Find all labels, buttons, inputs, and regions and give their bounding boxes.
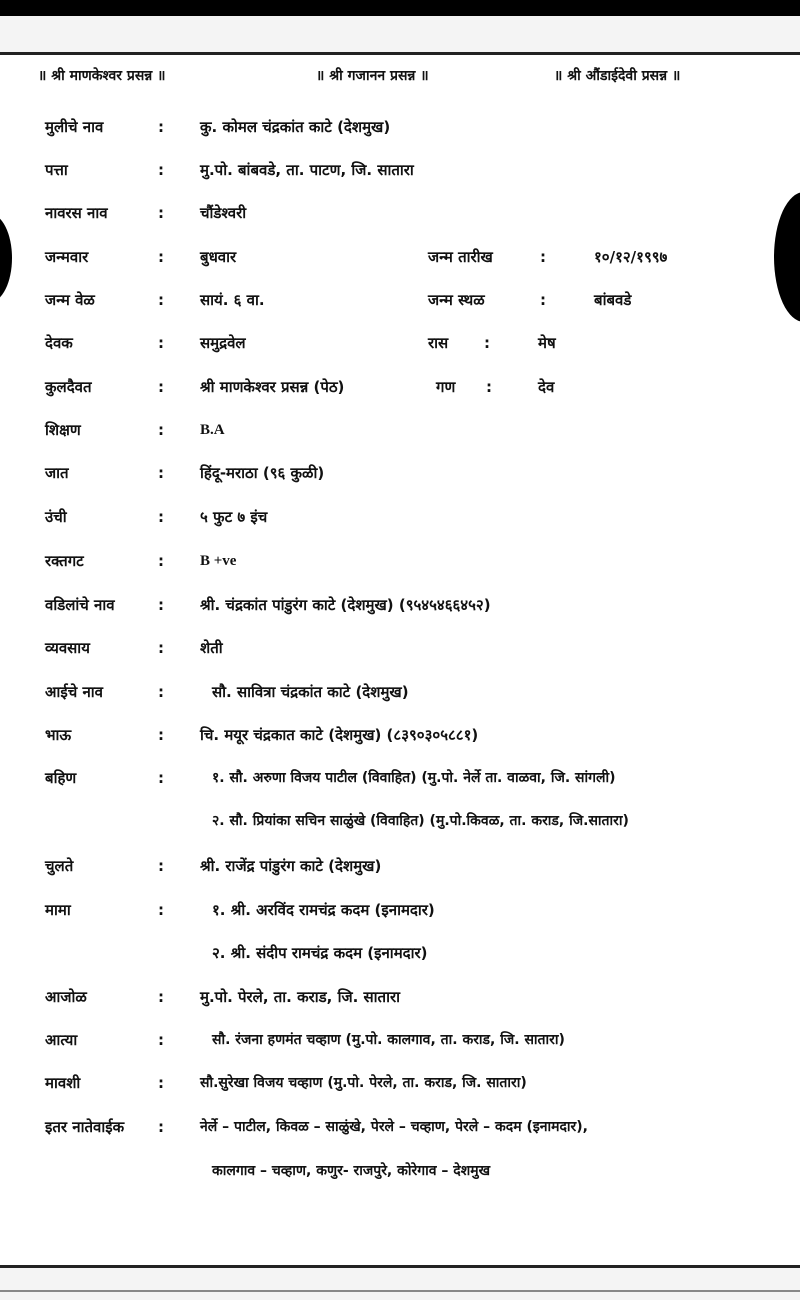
colon: : — [158, 204, 164, 222]
label-mavshi: मावशी — [45, 1074, 81, 1092]
label-caste: जात — [45, 464, 69, 482]
colon: : — [158, 552, 164, 570]
value-mama-1: १. श्री. अरविंद रामचंद्र कदम (इनामदार) — [212, 901, 435, 919]
row-occupation — [0, 633, 800, 663]
value-name: कु. कोमल चंद्रकांत काटे (देशमुख) — [200, 118, 391, 136]
value-nickname: चौंडेश्वरी — [200, 204, 247, 222]
value-birthtime: सायं. ६ वा. — [200, 291, 265, 309]
label-father: वडिलांचे नाव — [45, 596, 115, 614]
label-mama: मामा — [45, 901, 71, 919]
label-birthplace: जन्म स्थळ — [428, 291, 485, 309]
row-father — [0, 590, 800, 620]
bottom-divider — [0, 1290, 800, 1292]
colon: : — [158, 334, 164, 352]
colon: : — [158, 901, 164, 919]
colon: : — [158, 988, 164, 1006]
label-rashi: रास — [428, 334, 449, 352]
value-caste: हिंदू-मराठा (९६ कुळी) — [200, 464, 325, 482]
row-height — [0, 502, 800, 532]
colon: : — [158, 118, 164, 136]
value-rashi: मेष — [538, 334, 556, 352]
row-kuldaivat — [0, 372, 800, 402]
label-birthday: जन्मवार — [45, 248, 89, 266]
row-devak — [0, 328, 800, 358]
value-uncle: श्री. राजेंद्र पांडुरंग काटे (देशमुख) — [200, 857, 382, 875]
colon: : — [486, 378, 492, 396]
row-address — [0, 155, 800, 185]
value-aatya: सौ. रंजना हणमंत चव्हाण (मु.पो. कालगाव, ता. कराड, जि. सातारा) — [212, 1032, 565, 1048]
value-mama-2: २. श्री. संदीप रामचंद्र कदम (इनामदार) — [212, 944, 428, 962]
colon: : — [540, 291, 546, 309]
colon: : — [158, 1031, 164, 1049]
label-education: शिक्षण — [45, 421, 81, 439]
colon: : — [484, 334, 490, 352]
value-height: ५ फुट ७ इंच — [200, 508, 268, 526]
header-left: ॥ श्री माणकेश्वर प्रसन्न ॥ — [38, 68, 166, 84]
label-sister: बहिण — [45, 769, 77, 787]
value-kuldaivat: श्री माणकेश्वर प्रसन्न (पेठ) — [200, 378, 345, 396]
header-center: ॥ श्री गजानन प्रसन्न ॥ — [316, 68, 429, 84]
value-brother: चि. मयूर चंद्रकात काटे (देशमुख) (८३९०३०५८८१) — [200, 726, 479, 744]
row-mama — [0, 895, 800, 925]
value-address: मु.पो. बांबवडे, ता. पाटण, जि. सातारा — [200, 161, 414, 179]
value-devak: समुद्रवेल — [200, 334, 246, 352]
value-education: B.A — [200, 422, 225, 438]
value-mother: सौ. सावित्रा चंद्रकांत काटे (देशमुख) — [212, 683, 409, 701]
row-relatives — [0, 1112, 800, 1142]
colon: : — [540, 248, 546, 266]
row-sister-2 — [0, 806, 800, 836]
header-right: ॥ श्री औंडाईदेवी प्रसन्न ॥ — [554, 68, 681, 84]
value-birthplace: बांबवडे — [594, 291, 632, 309]
label-ajol: आजोळ — [45, 988, 87, 1006]
value-birthdate: १०/१२/१९९७ — [594, 248, 668, 266]
colon: : — [158, 464, 164, 482]
value-birthday: बुधवार — [200, 248, 237, 266]
value-father: श्री. चंद्रकांत पांडुरंग काटे (देशमुख) (९५४५४६६४५२) — [200, 596, 491, 614]
colon: : — [158, 1074, 164, 1092]
label-uncle: चुलते — [45, 857, 74, 875]
label-nickname: नावरस नाव — [45, 204, 108, 222]
row-mavshi — [0, 1068, 800, 1098]
row-blood-group — [0, 546, 800, 576]
value-ajol: मु.पो. पेरले, ता. कराड, जि. सातारा — [200, 988, 400, 1006]
value-relatives-2: कालगाव – चव्हाण, कणुर- राजपुरे, कोरेगाव – देशमुख — [212, 1163, 491, 1179]
value-gan: देव — [538, 378, 555, 396]
colon: : — [158, 683, 164, 701]
top-black-bar — [0, 0, 800, 16]
label-relatives: इतर नातेवाईक — [45, 1118, 125, 1136]
colon: : — [158, 421, 164, 439]
label-aatya: आत्या — [45, 1031, 78, 1049]
value-relatives-1: नेर्ले – पाटील, किवळ – साळुंखे, पेरले – चव्हाण, पेरले – कदम (इनामदार), — [200, 1119, 588, 1135]
label-gan: गण — [436, 378, 456, 396]
value-occupation: शेती — [200, 639, 223, 657]
row-mother — [0, 677, 800, 707]
label-birthdate: जन्म तारीख — [428, 248, 493, 266]
colon: : — [158, 639, 164, 657]
row-aatya — [0, 1025, 800, 1055]
label-birthtime: जन्म वेळ — [45, 291, 95, 309]
value-sister-1: १. सौ. अरुणा विजय पाटील (विवाहित) (मु.पो. नेर्ले ता. वाळवा, जि. सांगली) — [212, 770, 616, 786]
row-name — [0, 112, 800, 142]
label-occupation: व्यवसाय — [45, 639, 90, 657]
label-address: पत्ता — [45, 161, 68, 179]
label-kuldaivat: कुलदैवत — [45, 378, 92, 396]
label-devak: देवक — [45, 334, 73, 352]
row-birthday — [0, 242, 800, 272]
colon: : — [158, 857, 164, 875]
label-mother: आईचे नाव — [45, 683, 103, 701]
colon: : — [158, 248, 164, 266]
label-blood-group: रक्तगट — [45, 552, 84, 570]
row-caste — [0, 458, 800, 488]
colon: : — [158, 769, 164, 787]
row-education — [0, 415, 800, 445]
colon: : — [158, 596, 164, 614]
row-brother — [0, 720, 800, 750]
row-sister — [0, 763, 800, 793]
row-ajol — [0, 982, 800, 1012]
label-name: मुलीचे नाव — [45, 118, 104, 136]
colon: : — [158, 378, 164, 396]
colon: : — [158, 291, 164, 309]
value-mavshi: सौ.सुरेखा विजय चव्हाण (मु.पो. पेरले, ता. कराड, जि. सातारा) — [200, 1075, 527, 1091]
colon: : — [158, 508, 164, 526]
value-sister-2: २. सौ. प्रियांका सचिन साळुंखे (विवाहित) (मु.पो.किवळ, ता. कराड, जि.सातारा) — [212, 813, 629, 829]
row-birthtime — [0, 285, 800, 315]
label-brother: भाऊ — [45, 726, 72, 744]
label-height: उंची — [45, 508, 67, 526]
colon: : — [158, 1118, 164, 1136]
row-uncle — [0, 851, 800, 881]
value-blood-group: B +ve — [200, 553, 237, 569]
row-nickname — [0, 198, 800, 228]
colon: : — [158, 726, 164, 744]
row-relatives-2 — [0, 1156, 800, 1186]
colon: : — [158, 161, 164, 179]
row-mama-2 — [0, 938, 800, 968]
header-blessings — [0, 66, 800, 92]
